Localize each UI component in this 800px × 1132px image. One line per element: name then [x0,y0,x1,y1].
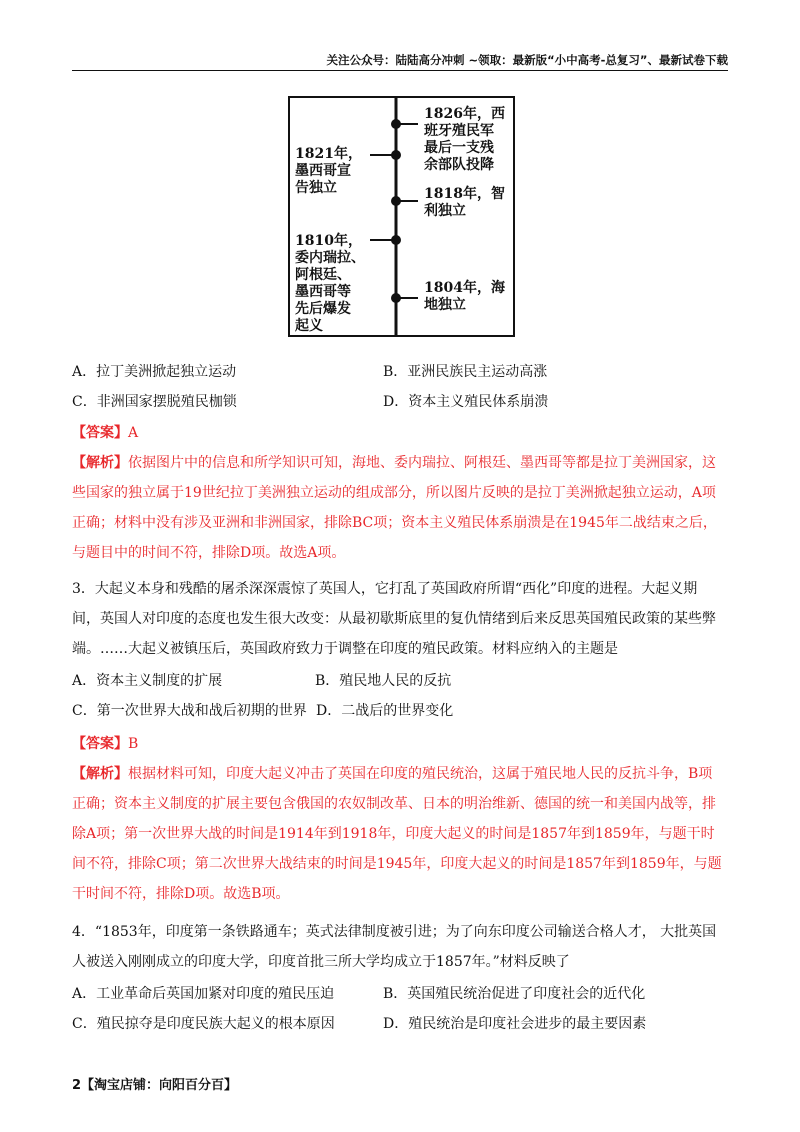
q2-analysis-line-3: 正确；材料中没有涉及亚洲和非洲国家，排除BC项；资本主义殖民体系崩溃是在1945年二战结束之后， [72,515,717,531]
answer-value: A [128,425,139,441]
event-1804: 1804年，海 地独立 [424,280,505,313]
q3-analysis-line-1 [72,763,732,785]
q4-option-b: B．英国殖民统治促进了印度社会的近代化 [383,986,646,1002]
q3-stem-line-3: 端。……大起义被镇压后，英国政府致力于调整在印度的殖民政策。材料应纳入的主题是 [72,641,618,657]
page-footer: 2【淘宝店铺：向阳百分百】 [72,1078,238,1093]
event-1826: 1826年，西 班牙殖民军 最后一支残 余部队投降 [424,106,505,173]
timeline-figure [288,96,515,337]
header-rule [72,70,728,71]
q3-analysis-line-3: 除A项；第一次世界大战的时间是1914年到1918年，印度大起义的时间是1857年到1859年，与题干时 [72,826,715,842]
q2-option-c: C．非洲国家摆脱殖民枷锁 [72,394,237,410]
dot-1818 [391,196,401,206]
analysis-label: 【解析】 [72,455,128,471]
event-1818: 1818年，智 利独立 [424,186,505,219]
q3-option-a: A．资本主义制度的扩展 [72,673,223,689]
q2-analysis-line-2: 些国家的独立属于19世纪拉丁美洲独立运动的组成部分，所以图片反映的是拉丁美洲掀起独立运动，A项 [72,485,716,501]
dot-1810 [391,235,401,245]
dot-1804 [391,293,401,303]
event-1821: 1821年， 墨西哥宣 告独立 [295,146,362,196]
q2-analysis-line-1 [72,452,732,474]
analysis-text: 依据图片中的信息和所学知识可知，海地、委内瑞拉、阿根廷、墨西哥等都是拉丁美洲国家，这 [128,455,716,471]
q3-option-c: C．第一次世界大战和战后初期的世界 [72,703,307,719]
q3-option-d: D．二战后的世界变化 [316,703,454,719]
answer-label: 【答案】 [72,425,128,441]
q3-stem-line-1: 3．大起义本身和残酷的屠杀深深震惊了英国人，它打乱了英国政府所谓“西化”印度的进程。大起义期 [72,581,698,597]
analysis-label: 【解析】 [72,766,128,782]
dot-1826 [391,119,401,129]
q3-analysis-line-2: 正确；资本主义制度的扩展主要包含俄国的农奴制改革、日本的明治维新、德国的统一和美国内战等，排 [72,796,716,812]
q3-analysis-line-4: 间不符，排除C项；第二次世界大战结束的时间是1945年，印度大起义的时间是1857年到1859年，与题 [72,856,722,872]
answer-value: B [128,736,139,752]
analysis-text: 根据材料可知，印度大起义冲击了英国在印度的殖民统治，这属于殖民地人民的反抗斗争，B项 [128,766,713,782]
q2-option-a: A．拉丁美洲掀起独立运动 [72,364,237,380]
q4-stem-line-1: 4．“1853年，印度第一条铁路通车；英式法律制度被引进；为了向东印度公司输送合格人才， 大批英国 [72,924,717,940]
event-1810: 1810年， 委内瑞拉、 阿根廷、 墨西哥等 先后爆发 起义 [295,233,365,334]
dot-1821 [391,150,401,160]
q2-analysis-line-4: 与题目中的时间不符，排除D项。故选A项。 [72,545,346,561]
q2-answer [72,422,732,444]
q4-option-d: D．殖民统治是印度社会进步的最主要因素 [383,1016,647,1032]
q2-option-d: D．资本主义殖民体系崩溃 [383,394,549,410]
answer-label: 【答案】 [72,736,128,752]
q3-option-b: B．殖民地人民的反抗 [315,673,452,689]
q4-option-a: A．工业革命后英国加紧对印度的殖民压迫 [72,986,335,1002]
page-header: 关注公众号：陆陆高分冲刺 ~领取：最新版“小中高考-总复习”、最新试卷下载 [326,53,728,67]
q4-stem-line-2: 人被送入刚刚成立的印度大学，印度首批三所大学均成立于1857年。”材料反映了 [72,954,570,970]
q3-answer [72,733,732,755]
q3-stem-line-2: 间，英国人对印度的态度也发生很大改变：从最初歇斯底里的复仇情绪到后来反思英国殖民政策的某些弊 [72,611,716,627]
q3-analysis-line-5: 干时间不符，排除D项。故选B项。 [72,886,290,902]
q2-option-b: B．亚洲民族民主运动高涨 [383,364,548,380]
q4-option-c: C．殖民掠夺是印度民族大起义的根本原因 [72,1016,335,1032]
